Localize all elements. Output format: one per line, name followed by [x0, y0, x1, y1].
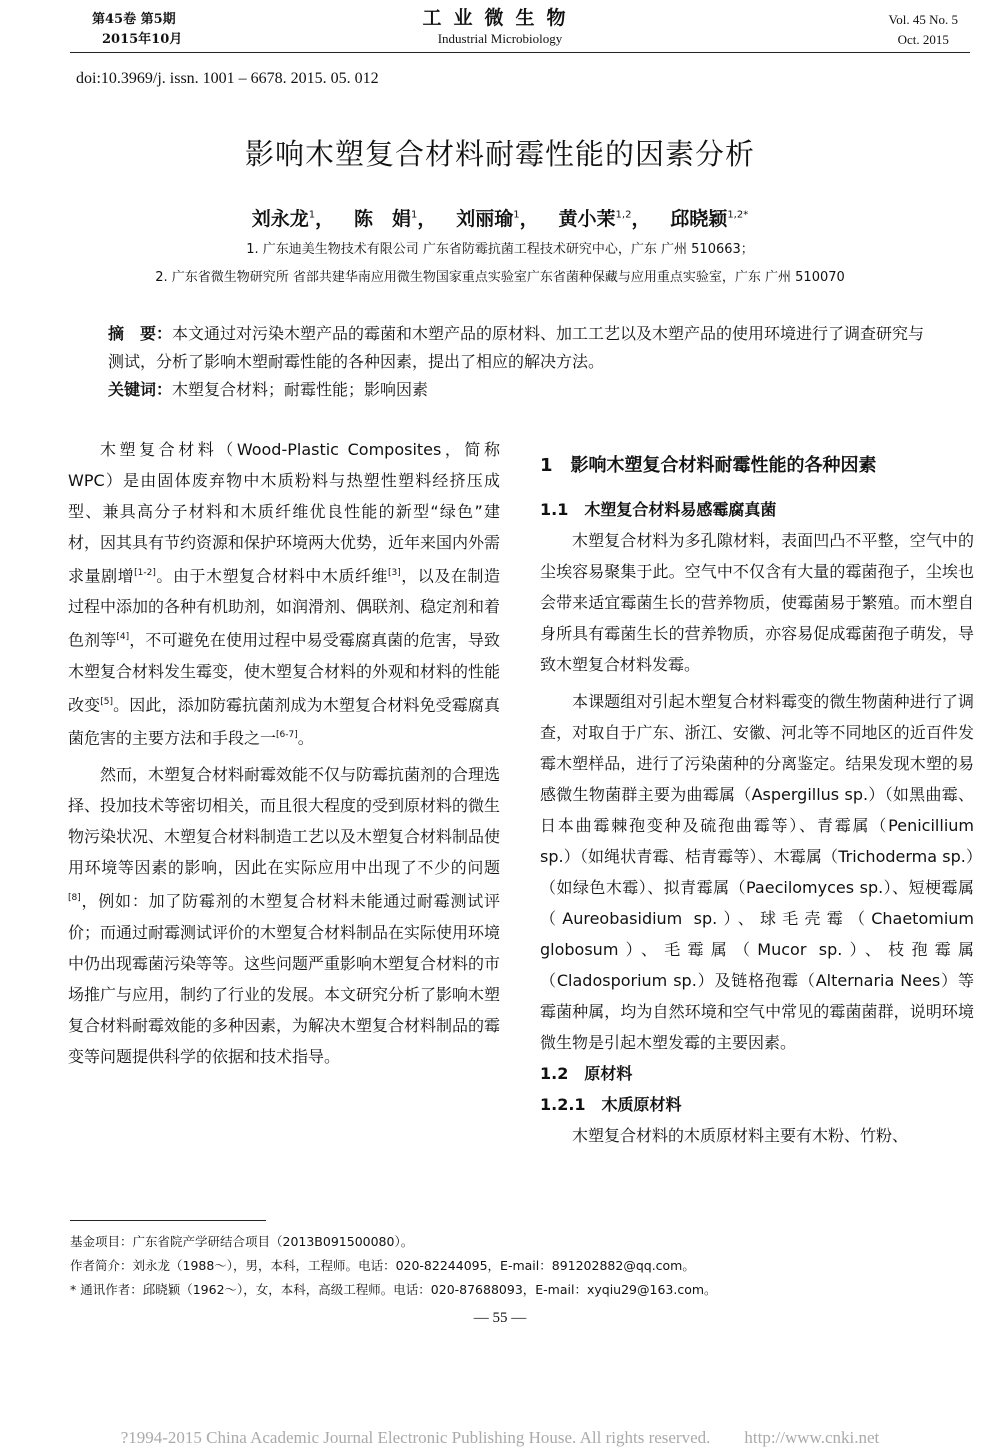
citation[interactable]: [6-7]	[276, 729, 298, 740]
citation[interactable]: [1-2]	[134, 568, 156, 578]
header-volume-info-en	[889, 10, 958, 50]
journal-name	[0, 6, 1000, 48]
header-date: 2015年10月	[102, 32, 183, 47]
citation[interactable]: [8]	[68, 893, 81, 904]
text-run: 。	[297, 728, 314, 748]
keywords	[108, 376, 936, 404]
body-paragraph: 木塑复合材料为多孔隙材料，表面凹凸不平整，空气中的尘埃容易聚集于此。空气中不仅含有大量的霉菌孢子，尘埃也会带来适宜霉菌生长的营养物质，使霉菌易于繁殖。而木塑自身所具有霉菌生长的营养物质，亦容易促成霉菌孢子萌发，导致木塑复合材料发霉。	[540, 531, 974, 674]
author: 黄小茉	[558, 208, 616, 230]
author-affiliation-mark: 1	[411, 209, 418, 221]
affiliation: 1. 广东迪美生物技术有限公司 广东省防霉抗菌工程技术研究中心，广东 广州 510663；	[246, 242, 754, 257]
author-affiliation-mark: 1,2*	[727, 209, 749, 221]
author-list: 刘永龙$^1$， 陈 娟$^1$， 刘丽瑜$^1$， 黄小茉$^{1,2}$， 邱晓颖$^{1,2*}$	[251, 208, 749, 230]
citation[interactable]: [3]	[387, 568, 401, 578]
right-column	[540, 452, 974, 1151]
page-number: — 55 —	[473, 1310, 527, 1326]
header-volume-en: Vol. 45 No. 5	[888, 12, 958, 27]
text-run: 木塑复合材料（Wood-Plastic Composites，简称WPC）是由固体废弃物中木质粉料与热塑性塑料经挤压成型、兼具高分子材料和木质纤维优良性能的新型“绿色”建材，因其具有节约资源和保护环境两大优势，近年来国内外需求量剧增	[68, 440, 501, 586]
keywords-text: 木塑复合材料；耐霉性能；影响因素	[172, 380, 429, 399]
body-paragraph: 本课题组对引起木塑复合材料霉变的微生物菌种进行了调查，对取自于广东、浙江、安徽、河北等不同地区的近百件发霉木塑样品，进行了污染菌种的分离鉴定。结果发现木塑的易感微生物菌群主要为曲霉属（Aspergillus sp.）（如黑曲霉、日本曲霉棘孢变种及硫孢曲霉等）、青霉属（Penicillium sp.）（如绳状青霉、桔青霉等）、木霉属（Trichoderma sp.）（如绿色木霉）、拟青霉属（Paecilomyces sp.）、短梗霉属（Aureobasidium sp.）、球毛壳霉（Chaetomium globosum）、毛霉属（Mucor sp.）、枝孢霉属（Cladosporium sp.）及链格孢霉（Alternaria Nees）等霉菌种属，均为自然环境和空气中常见的霉菌菌群，说明环境微生物是引起木塑发霉的主要因素。	[540, 692, 974, 1052]
footnotes	[70, 1230, 970, 1302]
paper-title: 影响木塑复合材料耐霉性能的因素分析	[244, 137, 755, 171]
header-volume: 第45卷 第5期	[92, 12, 176, 27]
abstract-text: 本文通过对污染木塑产品的霉菌和木塑产品的原材料、加工工艺以及木塑产品的使用环境进行了调查研究与测试，分析了影响木塑耐霉性能的各种因素，提出了相应的解决方法。	[108, 324, 925, 371]
author: 刘永龙	[251, 208, 309, 230]
author: 刘丽瑜	[456, 208, 514, 230]
intro-paragraph	[68, 759, 500, 1071]
text-run: 。因此，添加防霉抗菌剂成为木塑复合材料免受霉腐真菌危害的主要方法和手段之一	[68, 694, 500, 748]
header-date-en: Oct. 2015	[897, 32, 949, 47]
author: 邱晓颖	[670, 208, 728, 230]
author-affiliation-mark: 1,2	[615, 209, 632, 221]
body-paragraph: 木塑复合材料的木质原材料主要有木粉、竹粉、	[572, 1126, 909, 1145]
abstract	[108, 320, 936, 404]
citation[interactable]: [4]	[116, 632, 130, 643]
left-column	[68, 434, 500, 1072]
subsection-heading: 1.2 原材料	[540, 1064, 633, 1083]
subsection-heading: 1.1 木塑复合材料易感霉腐真菌	[540, 500, 777, 519]
author: 陈 娟	[354, 208, 412, 230]
text-run: ，不可避免在使用过程中易受霉腐真菌的危害，导致木塑复合材料发生霉变，使木塑复合材料的外观和材料的性能改变	[68, 630, 501, 714]
abstract-label: 摘 要：	[108, 324, 173, 343]
subsubsection-heading: 1.2.1 木质原材料	[540, 1095, 682, 1114]
author-affiliation-mark: 1	[513, 209, 520, 221]
intro-paragraph	[68, 434, 500, 753]
text-run: 。由于木塑复合材料中木质纤维	[155, 566, 388, 586]
footnote-funding: 基金项目：广东省院产学研结合项目（2013B091500080）。	[70, 1234, 414, 1249]
footnote-corresponding: * 通讯作者：邱晓颖（1962～），女，本科，高级工程师。电话：020-87688093，E-mail：xyqiu29@163.com。	[70, 1282, 717, 1297]
header-divider	[70, 52, 970, 53]
journal-name-en: Industrial Microbiology	[437, 31, 563, 46]
footnote-divider	[70, 1220, 266, 1221]
affiliation: 2. 广东省微生物研究所 省部共建华南应用微生物国家重点实验室广东省菌种保藏与应用重点实验室，广东 广州 510070	[155, 270, 845, 285]
citation[interactable]: [5]	[100, 696, 113, 707]
text-run: ，以及在制造过程中添加的各种有机助剂，如润滑剂、偶联剂、稳定剂和着色剂等	[68, 566, 501, 650]
footnote-author: 作者简介：刘永龙（1988～），男，本科，工程师。电话：020-82244095，E-mail：891202882@qq.com。	[70, 1258, 695, 1273]
doi: doi:10.3969/j. issn. 1001 – 6678. 2015. 05. 012	[76, 70, 379, 87]
abstract-body	[108, 320, 936, 376]
text-run: ，例如：加了防霉剂的木塑复合材料未能通过耐霉测试评价；而通过耐霉测试评价的木塑复合材料制品在实际使用环境中仍出现霉菌污染等等。这些问题严重影响木塑复合材料的市场推广与应用，制约了行业的发展。本文研究分析了影响木塑复合材料耐霉效能的多种因素，为解决木塑复合材料制品的霉变等问题提供科学的依据和技术指导。	[68, 891, 501, 1066]
keywords-label: 关键词：	[108, 380, 173, 399]
copyright-watermark: ?1994-2015 China Academic Journal Electronic Publishing House. All rights reserved. http://www.cnki.net	[120, 1428, 880, 1447]
text-run: 然而，木塑复合材料耐霉效能不仅与防霉抗菌剂的合理选择、投加技术等密切相关，而且很大程度的受到原材料的微生物污染状况、木塑复合材料制造工艺以及木塑复合材料制品使用环境等因素的影响，因此在实际应用中出现了不少的问题	[68, 765, 501, 878]
journal-name-cn: 工业微生物	[422, 7, 578, 29]
author-affiliation-mark: 1	[308, 209, 316, 221]
section-heading: 1 影响木塑复合材料耐霉性能的各种因素	[540, 455, 877, 476]
